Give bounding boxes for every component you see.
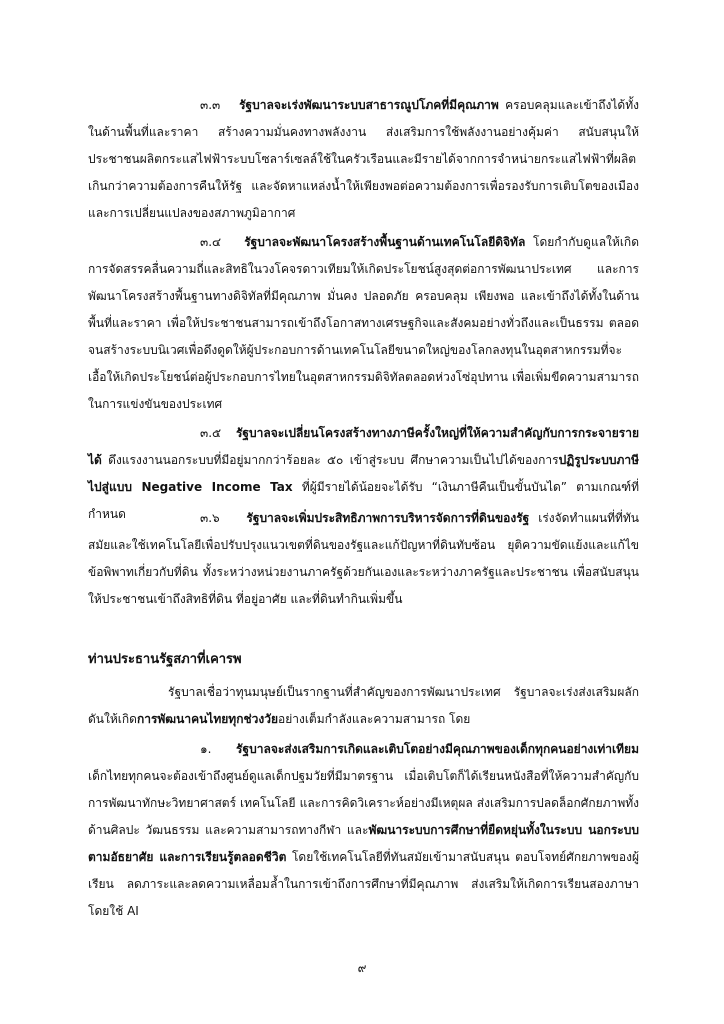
address-heading: ท่านประธานรัฐสภาที่เคารพ [88,652,242,667]
section-3-6-paragraph [88,505,639,613]
item-body-continued: โดยใช้เทคโนโลยีที่ทันสมัยเข้ามาสนับสนุน ตอบโจทย์ศักยภาพของผู้เรียน ลดภาระและลดความเหลื่อมล้ำในการเข้าถึงการศึกษาที่มีคุณภาพ ส่งเสริมให้เกิดการเรียนสองภาษาโดยใช้ AI [88,850,639,918]
item-1-paragraph [88,736,639,925]
intro-body: รัฐบาลเชื่อว่าทุนมนุษย์เป็นรากฐานที่สำคัญของการพัฒนาประเทศ รัฐบาลจะเร่งส่งเสริมผลักดันให้เกิด [88,685,639,726]
section-heading: รัฐบาลจะเร่งพัฒนาระบบสาธารณูปโภคที่มีคุณภาพ [239,98,499,112]
intro-paragraph [88,679,639,733]
section-heading: รัฐบาลจะเพิ่มประสิทธิภาพการบริหารจัดการที่ดินของรัฐ [246,511,530,525]
intro-body-continued: อย่างเต็มกำลังและความสามารถ โดย [277,712,471,726]
section-3-3-paragraph [88,92,639,227]
item-number: ๑. [200,742,212,756]
section-number: ๓.๔ [200,235,222,249]
section-number: ๓.๓ [200,98,221,112]
page-number: ๙ [357,961,367,975]
section-3-4-paragraph [88,229,639,418]
item-body: เด็กไทยทุกคนจะต้องเข้าถึงศูนย์ดูแลเด็กปฐมวัยที่มีมาตรฐาน เมื่อเติบโตก็ได้เรียนหนังสือที่ให้ความสำคัญกับการพัฒนาทักษะวิทยาศาสตร์ เทคโนโลยี และการคิดวิเคราะห์อย่างมีเหตุผล ส่งเสริมการปลดล็อกศักยภาพทั้งด้านศิลปะ วัฒนธรรม และความสามารถทางกีฬา และ [88,769,639,837]
section-emphasis: ปฏิรูประบบภาษีไปสู่แบบ Negative Income Tax [88,453,639,494]
section-body: ดึงแรงงานนอกระบบที่มีอยู่มากกว่าร้อยละ ๕๐ เข้าสู่ระบบ ศึกษาความเป็นไปได้ของการ [108,453,559,467]
section-body: เร่งจัดทำแผนที่ที่ทันสมัยและใช้เทคโนโลยีเพื่อปรับปรุงแนวเขตที่ดินของรัฐและแก้ปัญหาที่ดินทับซ้อน ยุติความขัดแย้งและแก้ไขข้อพิพาทเกี่ยวกับที่ดิน ทั้งระหว่างหน่วยงานภาครัฐด้วยกันเองและระหว่างภาครัฐและประชาชน เพื่อสนับสนุนให้ประชาชนเข้าถึงสิทธิที่ดิน ที่อยู่อาศัย และที่ดินทำกินเพิ่มขึ้น [88,511,639,606]
section-body: โดยกำกับดูแลให้เกิดการจัดสรรคลื่นความถี่และสิทธิในวงโคจรดาวเทียมให้เกิดประโยชน์สูงสุดต่อการพัฒนาประเทศ และการพัฒนาโครงสร้างพื้นฐานทางดิจิทัลที่มีคุณภาพ มั่นคง ปลอดภัย ครอบคลุม เพียงพอ และเข้าถึงได้ทั้งในด้านพื้นที่และราคา เพื่อให้ประชาชนสามารถเข้าถึงโอกาสทางเศรษฐกิจและสังคมอย่างทั่วถึงและเป็นธรรม ตลอดจนสร้างระบบนิเวศเพื่อดึงดูดให้ผู้ประกอบการด้านเทคโนโลยีขนาดใหญ่ของโลกลงทุนในอุตสาหกรรมที่จะเอื้อให้เกิดประโยชน์ต่อผู้ประกอบการไทยในอุตสาหกรรมดิจิทัลตลอดห่วงโซ่อุปทาน เพื่อเพิ่มขีดความสามารถในการแข่งขันของประเทศ [88,235,639,411]
section-number: ๓.๖ [200,511,220,525]
section-heading: รัฐบาลจะเปลี่ยนโครงสร้างทางภาษีครั้งใหญ่ที่ให้ความสำคัญกับการกระจายรายได้ [88,426,639,467]
intro-emphasis: การพัฒนาคนไทยทุกช่วงวัย [136,712,278,726]
section-heading: รัฐบาลจะพัฒนาโครงสร้างพื้นฐานด้านเทคโนโลยีดิจิทัล [244,235,526,249]
item-emphasis: พัฒนาระบบการศึกษาที่ยืดหยุ่นทั้งในระบบ นอกระบบ ตามอัธยาศัย และการเรียนรู้ตลอดชีวิต [88,823,639,864]
section-body: ครอบคลุมและเข้าถึงได้ทั้งในด้านพื้นที่และราคา สร้างความมั่นคงทางพลังงาน ส่งเสริมการใช้พลังงานอย่างคุ้มค่า สนับสนุนให้ประชาชนผลิตกระแสไฟฟ้าระบบโซลาร์เซลล์ใช้ในครัวเรือนและมีรายได้จากการจำหน่ายกระแสไฟฟ้าที่ผลิตเกินกว่าความต้องการคืนให้รัฐ และจัดหาแหล่งน้ำให้เพียงพอต่อความต้องการเพื่อรองรับการเติบโตของเมืองและการเปลี่ยนแปลงของสภาพภูมิอากาศ [88,98,639,220]
item-heading: รัฐบาลจะส่งเสริมการเกิดและเติบโตอย่างมีคุณภาพของเด็กทุกคนอย่างเท่าเทียม [236,742,639,756]
section-body-continued: ที่ผู้มีรายได้น้อยจะได้รับ “เงินภาษีคืนเป็นขั้นบันได” ตามเกณฑ์ที่กำหนด [88,480,639,521]
section-number: ๓.๕ [200,426,222,440]
